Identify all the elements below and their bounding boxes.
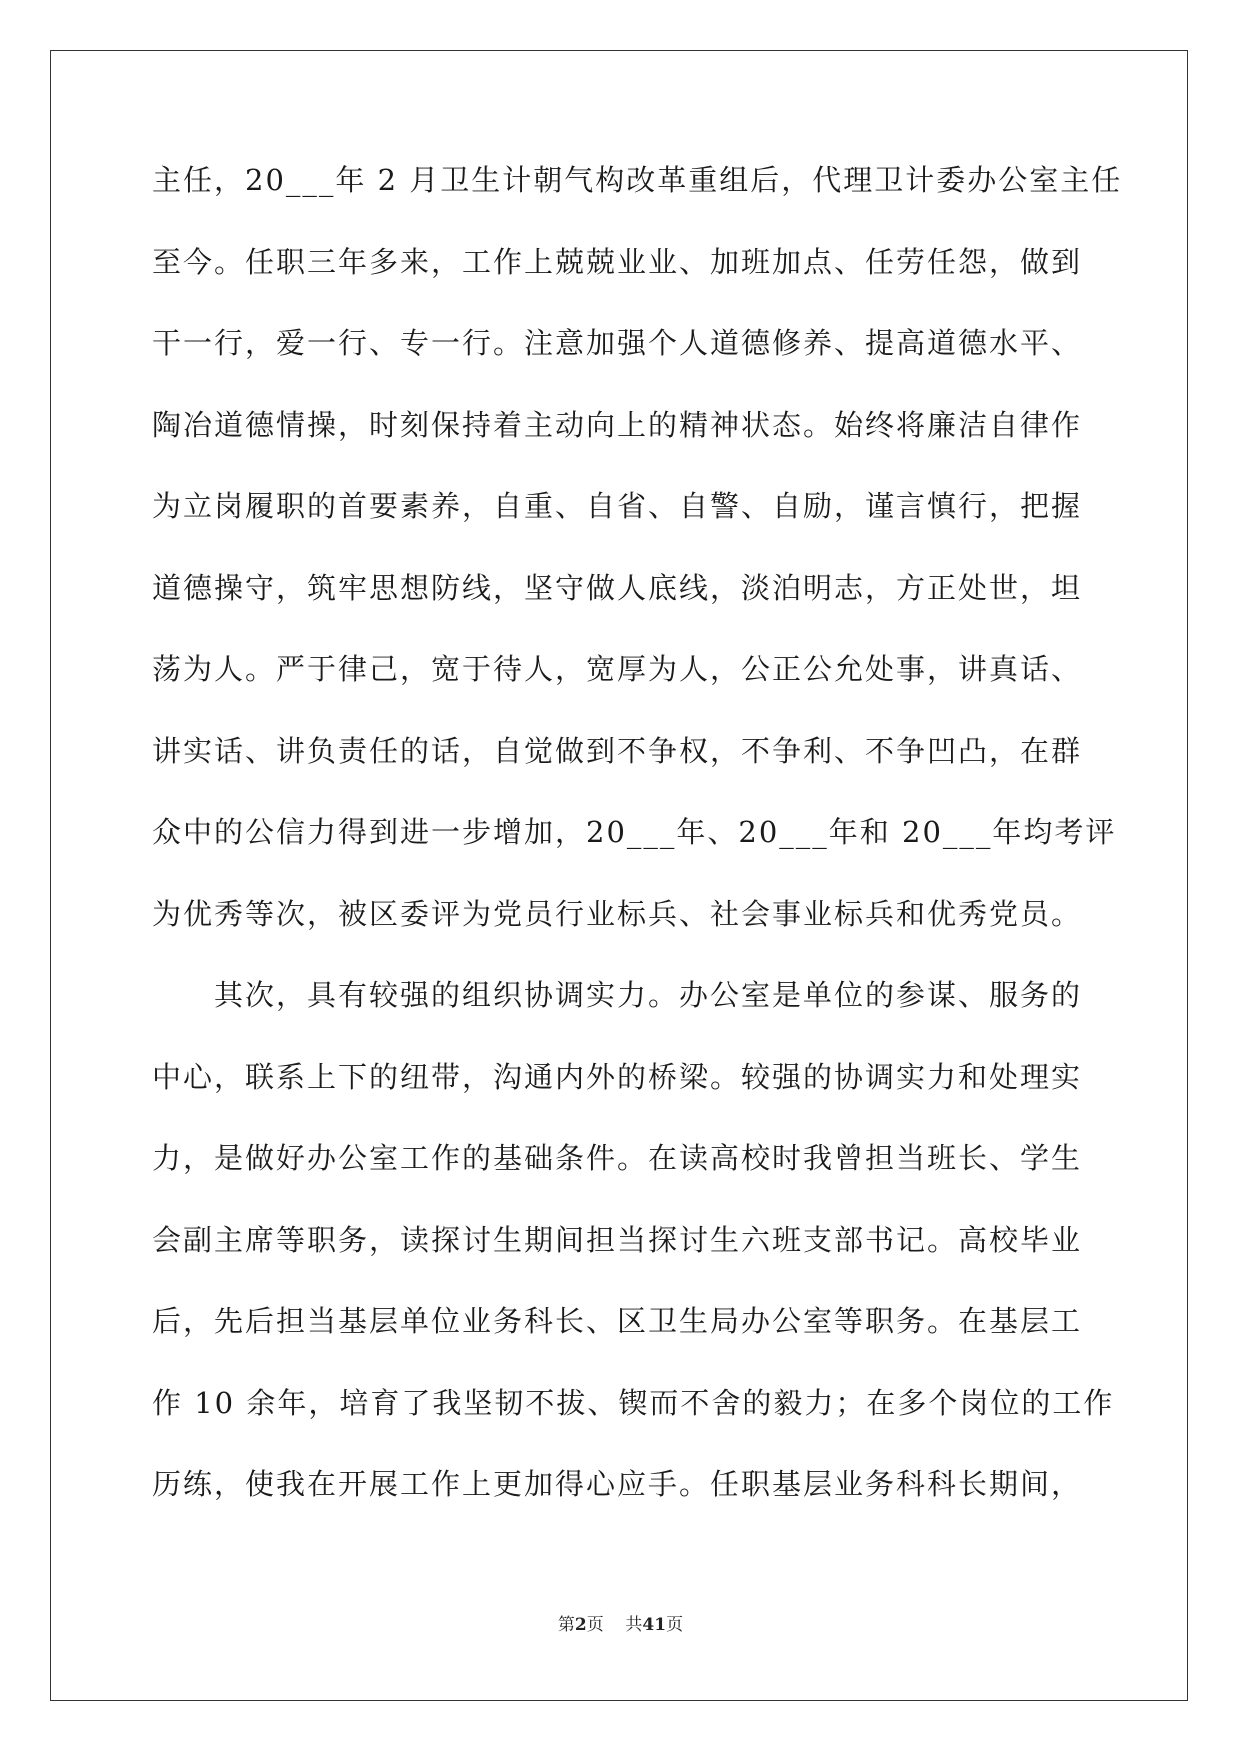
text-line: 讲实话、讲负责任的话，自觉做到不争权，不争利、不争凹凸，在群 bbox=[152, 733, 1083, 768]
total-suffix: 页 bbox=[666, 1615, 684, 1635]
paragraph-start-line: 其次，具有较强的组织协调实力。办公室是单位的参谋、服务的 bbox=[214, 978, 1083, 1012]
text-line: 道德操守，筑牢思想防线，坚守做人底线，淡泊明志，方正处世，坦 bbox=[152, 570, 1083, 605]
text-line: 众中的公信力得到进一步增加，20___年、20___年和 20___年均考评 bbox=[152, 815, 1117, 849]
text-line: 力，是做好办公室工作的基础条件。在读高校时我曾担当班长、学生 bbox=[152, 1141, 1083, 1175]
page-footer bbox=[0, 1610, 1241, 1635]
page-suffix: 页 bbox=[586, 1615, 604, 1635]
text-line: 干一行，爱一行、专一行。注意加强个人道德修养、提高道德水平、 bbox=[152, 326, 1083, 360]
text-line: 主任，20___年 2 月卫生计朝气构改革重组后，代理卫计委办公室主任 bbox=[152, 163, 1123, 197]
text-line: 为优秀等次，被区委评为党员行业标兵、社会事业标兵和优秀党员。 bbox=[152, 896, 1083, 931]
total-prefix: 共 bbox=[625, 1615, 643, 1635]
text-line: 陶冶道德情操，时刻保持着主动向上的精神状态。始终将廉洁自律作 bbox=[152, 407, 1083, 442]
text-line: 荡为人。严于律己，宽于待人，宽厚为人，公正公允处事，讲真话、 bbox=[152, 652, 1083, 686]
text-line: 至今。任职三年多来，工作上兢兢业业、加班加点、任劳任怨，做到 bbox=[152, 244, 1083, 279]
text-line: 中心，联系上下的纽带，沟通内外的桥梁。较强的协调实力和处理实 bbox=[152, 1059, 1083, 1094]
text-line: 作 10 余年，培育了我坚韧不拔、锲而不舍的毅力；在多个岗位的工作 bbox=[152, 1385, 1115, 1420]
text-line: 会副主席等职务，读探讨生期间担当探讨生六班支部书记。高校毕业 bbox=[152, 1222, 1083, 1257]
page-number: 2 bbox=[574, 1615, 587, 1635]
text-line: 后，先后担当基层单位业务科长、区卫生局办公室等职务。在基层工 bbox=[152, 1304, 1083, 1338]
document-body bbox=[152, 160, 1123, 1546]
text-line: 为立岗履职的首要素养，自重、自省、自警、自励，谨言慎行，把握 bbox=[152, 489, 1083, 523]
text-line: 历练，使我在开展工作上更加得心应手。任职基层业务科科长期间， bbox=[152, 1467, 1083, 1501]
total-pages: 41 bbox=[642, 1615, 667, 1635]
page-prefix: 第 bbox=[557, 1615, 575, 1635]
